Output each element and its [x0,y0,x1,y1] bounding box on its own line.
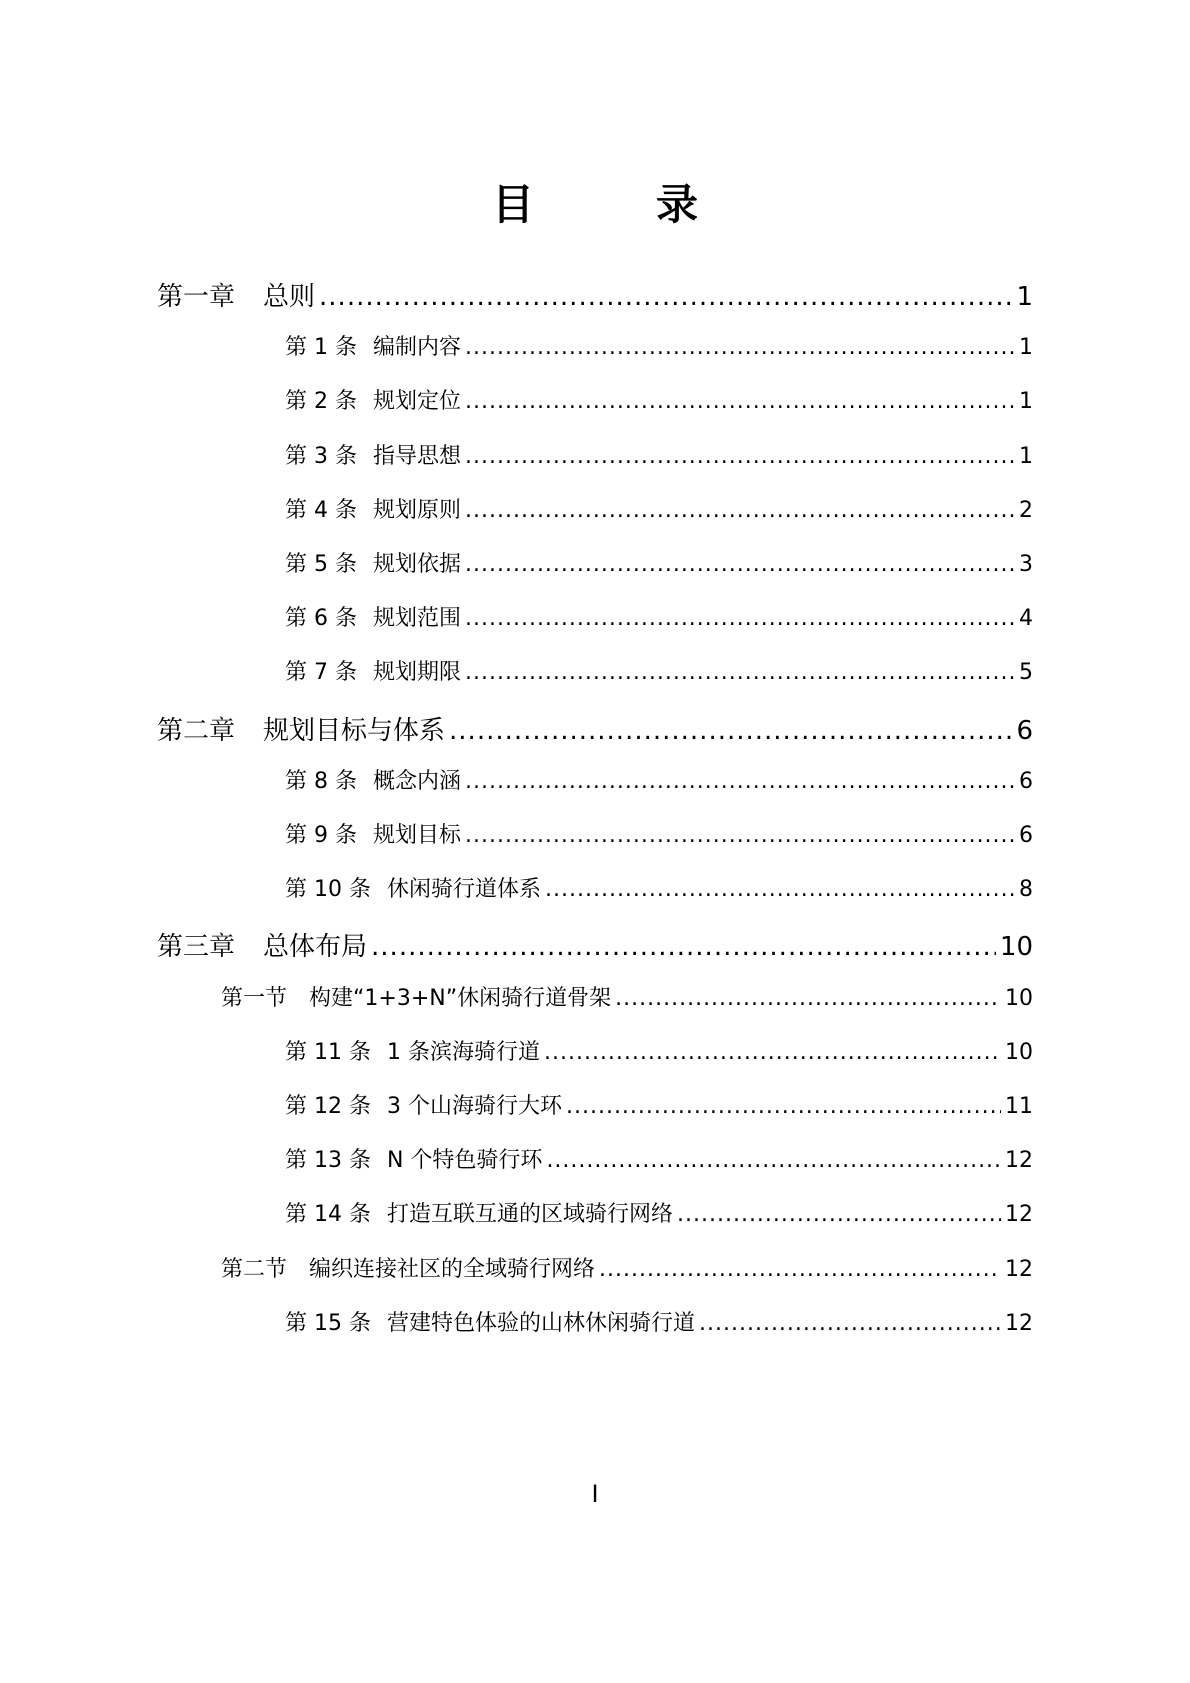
toc-dot-leader [546,1148,1001,1173]
toc-entry-number: 第二章 [157,716,236,746]
toc-dot-leader [677,1202,1001,1227]
toc-entry-label: 1 条滨海骑行道 [386,1040,540,1065]
toc-entry-label: 总体布局 [263,932,368,962]
toc-dot-leader [465,769,1015,794]
toc-entry-number: 第 4 条 [285,498,357,523]
toc-entry-number: 第 2 条 [285,389,357,414]
toc-dot-leader [465,389,1015,414]
toc-entry-number: 第 15 条 [285,1311,371,1336]
toc-entry-label: 规划范围 [372,606,461,631]
toc-entry-number: 第 13 条 [285,1148,371,1173]
toc-dot-leader [465,444,1015,469]
toc-entry[interactable] [157,710,1033,747]
toc-dot-leader [566,1094,1001,1119]
toc-entry-label: 规划原则 [372,498,461,523]
toc-entry[interactable] [157,276,1033,313]
toc-entry[interactable] [285,1035,1033,1066]
toc-entry[interactable] [285,1089,1033,1120]
toc-entry-label: 规划依据 [372,552,461,577]
toc-dot-leader [699,1311,1001,1336]
toc-entry-number: 第 3 条 [285,444,357,469]
toc-entry-label: 指导思想 [372,444,461,469]
toc-entry-label: 总则 [263,282,316,312]
toc-entry-number: 第 8 条 [285,769,357,794]
toc-entry[interactable] [285,384,1033,415]
toc-entry-number: 第一章 [157,282,236,312]
toc-dot-leader [544,1040,1001,1065]
toc-entry-page: 2 [1019,498,1033,523]
toc-entry-label: 编制内容 [372,335,461,360]
toc-entry[interactable] [285,1143,1033,1174]
toc-entry-page: 1 [1019,389,1033,414]
toc-entry-number: 第 14 条 [285,1202,371,1227]
toc-entry-page: 12 [1005,1148,1033,1173]
toc-entry-number: 第 10 条 [285,877,371,902]
toc-entry[interactable] [285,1197,1033,1228]
toc-entry-page: 6 [1019,769,1033,794]
toc-dot-leader [371,932,996,962]
toc-entry[interactable] [285,439,1033,470]
toc-entry-page: 6 [1016,716,1033,746]
toc-entry[interactable] [285,493,1033,524]
toc-entry-label: 规划期限 [372,660,461,685]
toc-entry-page: 4 [1019,606,1033,631]
toc-title: 目 录 [491,180,738,229]
toc-entry-page: 10 [999,932,1033,962]
toc-entry-label: 概念内涵 [372,769,461,794]
toc-entry-number: 第 6 条 [285,606,357,631]
toc-entry-number: 第 7 条 [285,660,357,685]
toc-entry-number: 第 11 条 [285,1040,371,1065]
toc-entry-number: 第三章 [157,932,236,962]
toc-entry[interactable] [285,655,1033,686]
toc-entry-page: 12 [1005,1202,1033,1227]
toc-entry[interactable] [285,872,1033,903]
toc-entry-page: 5 [1019,660,1033,685]
toc-entry[interactable] [221,981,1033,1012]
toc-entry-page: 12 [1005,1257,1033,1282]
toc-dot-leader [465,335,1015,360]
toc-dot-leader [319,282,1012,312]
toc-entry[interactable] [285,818,1033,849]
toc-entry-label: 规划目标 [372,823,461,848]
toc-entry-label: 3 个山海骑行大环 [386,1094,562,1119]
toc-entry-page: 12 [1005,1311,1033,1336]
toc-entry[interactable] [285,547,1033,578]
toc-dot-leader [465,498,1015,523]
toc-dot-leader [615,986,1001,1011]
toc-entry-page: 8 [1019,877,1033,902]
toc-dot-leader [465,552,1015,577]
toc-entry-page: 11 [1005,1094,1033,1119]
toc-entry-label: 构建“1+3+N”休闲骑行道骨架 [309,986,612,1011]
toc-entry-page: 3 [1019,552,1033,577]
toc-dot-leader [465,606,1015,631]
toc-entry[interactable] [221,1252,1033,1283]
toc-dot-leader [465,823,1015,848]
toc-entry-number: 第 12 条 [285,1094,371,1119]
toc-dot-leader [545,877,1015,902]
toc-dot-leader [449,716,1012,746]
toc-entry-label: 休闲骑行道体系 [386,877,541,902]
toc-entry-page: 10 [1005,1040,1033,1065]
toc-entry[interactable] [157,926,1033,963]
toc-entry-page: 1 [1019,444,1033,469]
page-number: I [591,1480,599,1508]
toc-dot-leader [599,1257,1001,1282]
toc-entry-number: 第 1 条 [285,335,357,360]
toc-entry-page: 1 [1016,282,1033,312]
toc-entry[interactable] [285,330,1033,361]
toc-entry-label: 规划目标与体系 [263,716,446,746]
toc-entry[interactable] [285,1306,1033,1337]
toc-entry-number: 第一节 [221,986,288,1011]
toc-entry-label: N 个特色骑行环 [386,1148,543,1173]
toc-entry-page: 1 [1019,335,1033,360]
toc-entry-label: 规划定位 [372,389,461,414]
toc-entry-label: 打造互联互通的区域骑行网络 [386,1202,673,1227]
toc-dot-leader [465,660,1015,685]
toc-entry-page: 6 [1019,823,1033,848]
toc-entry[interactable] [285,601,1033,632]
toc-entry-label: 营建特色体验的山林休闲骑行道 [386,1311,695,1336]
toc-entry[interactable] [285,764,1033,795]
toc-entry-label: 编织连接社区的全域骑行网络 [309,1257,596,1282]
toc-entry-number: 第 5 条 [285,552,357,577]
toc-entry-number: 第二节 [221,1257,288,1282]
toc-entry-page: 10 [1005,986,1033,1011]
toc-entry-number: 第 9 条 [285,823,357,848]
